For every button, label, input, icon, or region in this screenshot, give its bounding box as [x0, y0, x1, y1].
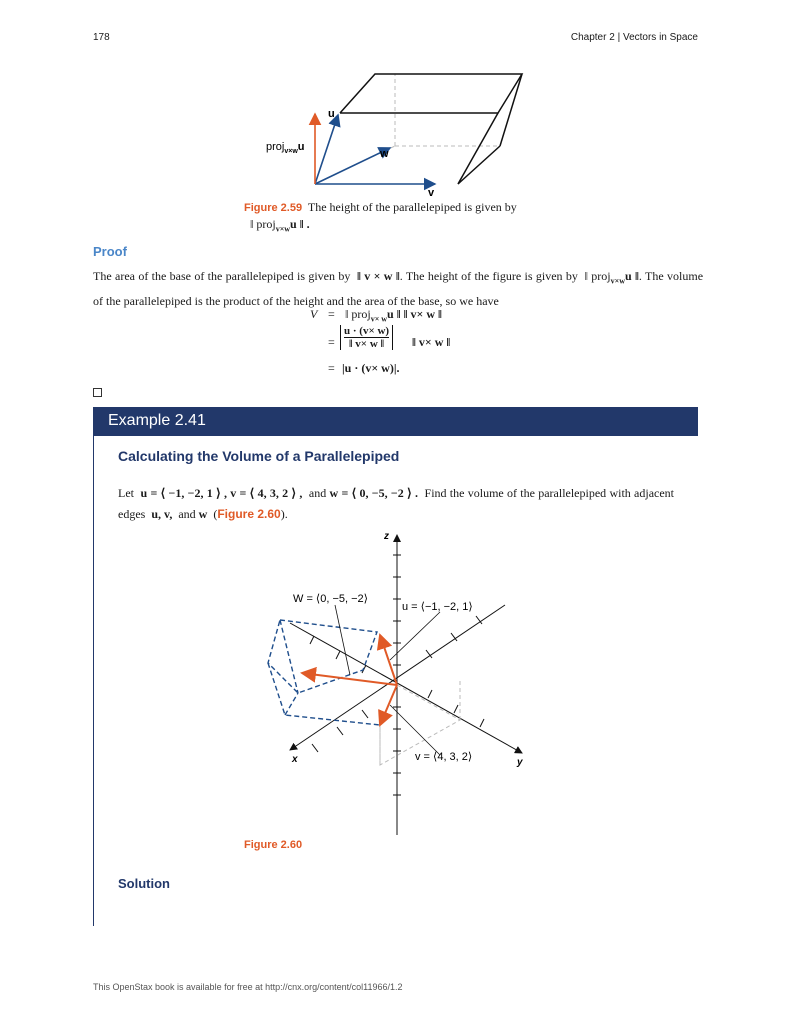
- vector-u: [315, 115, 338, 184]
- axis-label-z: z: [384, 531, 389, 542]
- label-w-vector: W = ⟨0, −5, −2⟩: [293, 593, 368, 605]
- example-side-rule: [93, 436, 94, 926]
- footer-text: This OpenStax book is available for free at http://cnx.org/content/col11966/1.2: [93, 982, 403, 992]
- axis-label-x: x: [292, 754, 298, 765]
- top-face: [340, 74, 522, 113]
- example-subtitle: Calculating the Volume of a Parallelepiped: [118, 448, 400, 464]
- edge: [458, 113, 498, 184]
- figure-2-60-3d-plot: [250, 525, 550, 840]
- axis-label-y: y: [517, 757, 523, 768]
- example-problem-text: Let u = ⟨ −1, −2, 1 ⟩ , v = ⟨ 4, 3, 2 ⟩ , and w = ⟨ 0, −5, −2 ⟩ . Find the volume of the parallelepiped with adjacent edges u, v, and w (Figure 2.60).: [118, 486, 675, 521]
- figure-reference-link[interactable]: Figure 2.60: [217, 507, 281, 521]
- y-axis: [290, 623, 522, 753]
- label-v-vector: v = ⟨4, 3, 2⟩: [415, 751, 473, 763]
- vector-v: [380, 685, 397, 725]
- solution-heading: Solution: [118, 876, 170, 891]
- label-proj: proj$_{v\times w}$u: [266, 141, 305, 155]
- leader-w: [335, 605, 350, 675]
- vector-w: [315, 148, 390, 184]
- page-number: 178: [93, 32, 110, 43]
- figure-label: Figure 2.59: [244, 202, 303, 214]
- edge: [500, 74, 522, 146]
- example-title: Example 2.41: [108, 412, 206, 429]
- proof-paragraph: The area of the base of the parallelepiped is given by ‖ v × w ‖. The height of the figure is given by ‖ proj$_{v\times w}$u ‖. The volume of the parallelepiped is the product of the height and the area of the base, so we have: [93, 269, 704, 309]
- end-of-proof-box: [93, 388, 102, 397]
- label-v: v: [428, 187, 435, 199]
- label-u-vector: u = ⟨−1, −2, 1⟩: [402, 601, 473, 613]
- proof-heading: Proof: [93, 244, 127, 259]
- label-w: w: [380, 148, 389, 160]
- edge: [458, 146, 500, 184]
- parallelepiped-outline: [268, 620, 380, 725]
- figure-2-60-caption: Figure 2.60: [244, 839, 303, 851]
- figure-2-59-parallelepiped: [250, 60, 550, 200]
- figure-2-59-caption: Figure 2.59 The height of the parallelepiped is given by ‖ proj$_{v\times w}$u ‖ .: [244, 200, 517, 234]
- label-u: u: [328, 108, 335, 120]
- chapter-title: Chapter 2 | Vectors in Space: [570, 32, 698, 43]
